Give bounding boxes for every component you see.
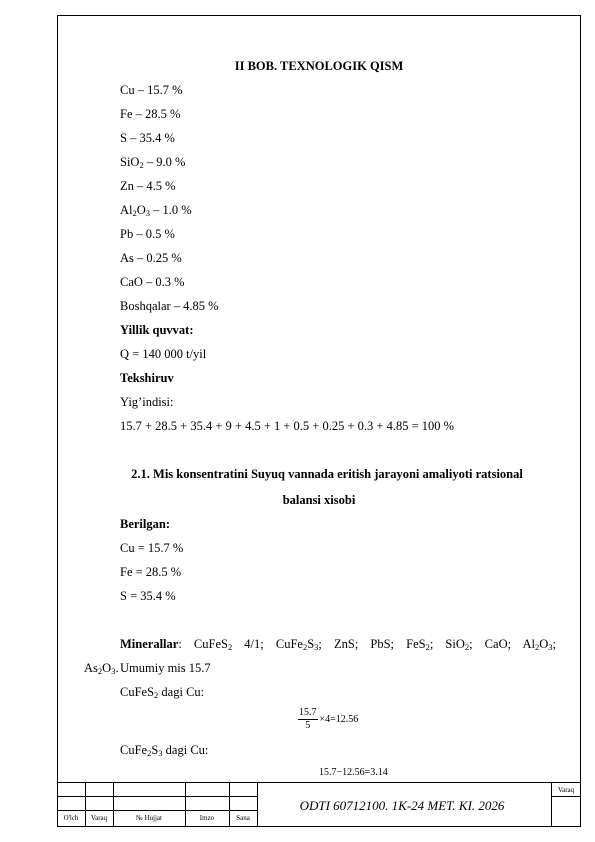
composition-item: S – 35.4 % bbox=[120, 131, 175, 145]
col-sana: Sana bbox=[236, 814, 250, 822]
capacity-label: Yillik quvvat: bbox=[120, 323, 194, 337]
document-code: ODTI 60712100. 1K-24 MET. KI. 2026 bbox=[299, 798, 505, 813]
col-imzo: Imzo bbox=[199, 814, 215, 822]
cufes2-copper-label: CuFeS$_2$ dagi Cu: bbox=[120, 685, 205, 700]
composition-item: Zn – 4.5 % bbox=[120, 179, 176, 193]
capacity-value: Q = 140 000 t/yil bbox=[120, 347, 207, 361]
col-olch: O'lch bbox=[63, 814, 79, 822]
composition-item: CaO – 0.3 % bbox=[120, 275, 185, 289]
sum-expression: 15.7 + 28.5 + 35.4 + 9 + 4.5 + 1 + 0.5 + 0.25 + 0.3 + 4.85 = 100 % bbox=[120, 419, 455, 433]
given-item: Cu = 15.7 % bbox=[120, 541, 184, 555]
given-item: Fe = 28.5 % bbox=[120, 565, 182, 579]
col-varaq: Varaq bbox=[90, 814, 108, 822]
col-hujjat: № Hujjat bbox=[136, 814, 162, 822]
composition-item: Pb – 0.5 % bbox=[120, 227, 175, 241]
title-block bbox=[57, 782, 581, 827]
formula-cufes2: $\frac{15.7}{5}$ ×4=12.56 bbox=[299, 707, 359, 731]
cufe2s3-copper-label: $CuFe_2S_3$ dagi Cu: bbox=[120, 743, 209, 758]
check-label: Tekshiruv bbox=[120, 371, 174, 385]
given-label: Berilgan: bbox=[120, 517, 170, 531]
composition-item: As – 0.25 % bbox=[120, 251, 182, 265]
chapter-heading: II BOB. TEXNOLOGIK QISM bbox=[234, 59, 404, 73]
minerals-line: Minerallar: CuFeS$_2$ 4/1; $CuFe_2S_3$; ZnS; PbS; FeS$_2$; SiO$_2$; CaO; $Al_2O_3$; bbox=[120, 637, 556, 652]
given-item: S = 35.4 % bbox=[120, 589, 176, 603]
composition-item: $Al_2O_3 - 1.0$ % bbox=[120, 203, 192, 218]
composition-item: Boshqalar – 4.85 % bbox=[120, 299, 219, 313]
formula-cufe2s3: 15.7−12.56=3.14 bbox=[319, 767, 388, 778]
sheet-label: Varaq bbox=[557, 786, 575, 794]
composition-item: SiO$_2$ – 9.0 % bbox=[120, 155, 186, 170]
composition-item: Fe – 28.5 % bbox=[120, 107, 181, 121]
sum-label: Yig’indisi: bbox=[120, 395, 174, 409]
section-title-cont: balansi xisobi bbox=[282, 493, 356, 507]
section-title: 2.1. Mis konsentratini Suyuq vannada eritish jarayoni amaliyoti ratsional bbox=[131, 467, 523, 481]
minerals-line-cont: $As_2O_3$. bbox=[84, 661, 119, 676]
total-copper: Umumiy mis 15.7 bbox=[120, 661, 211, 675]
composition-item: Cu – 15.7 % bbox=[120, 83, 183, 97]
